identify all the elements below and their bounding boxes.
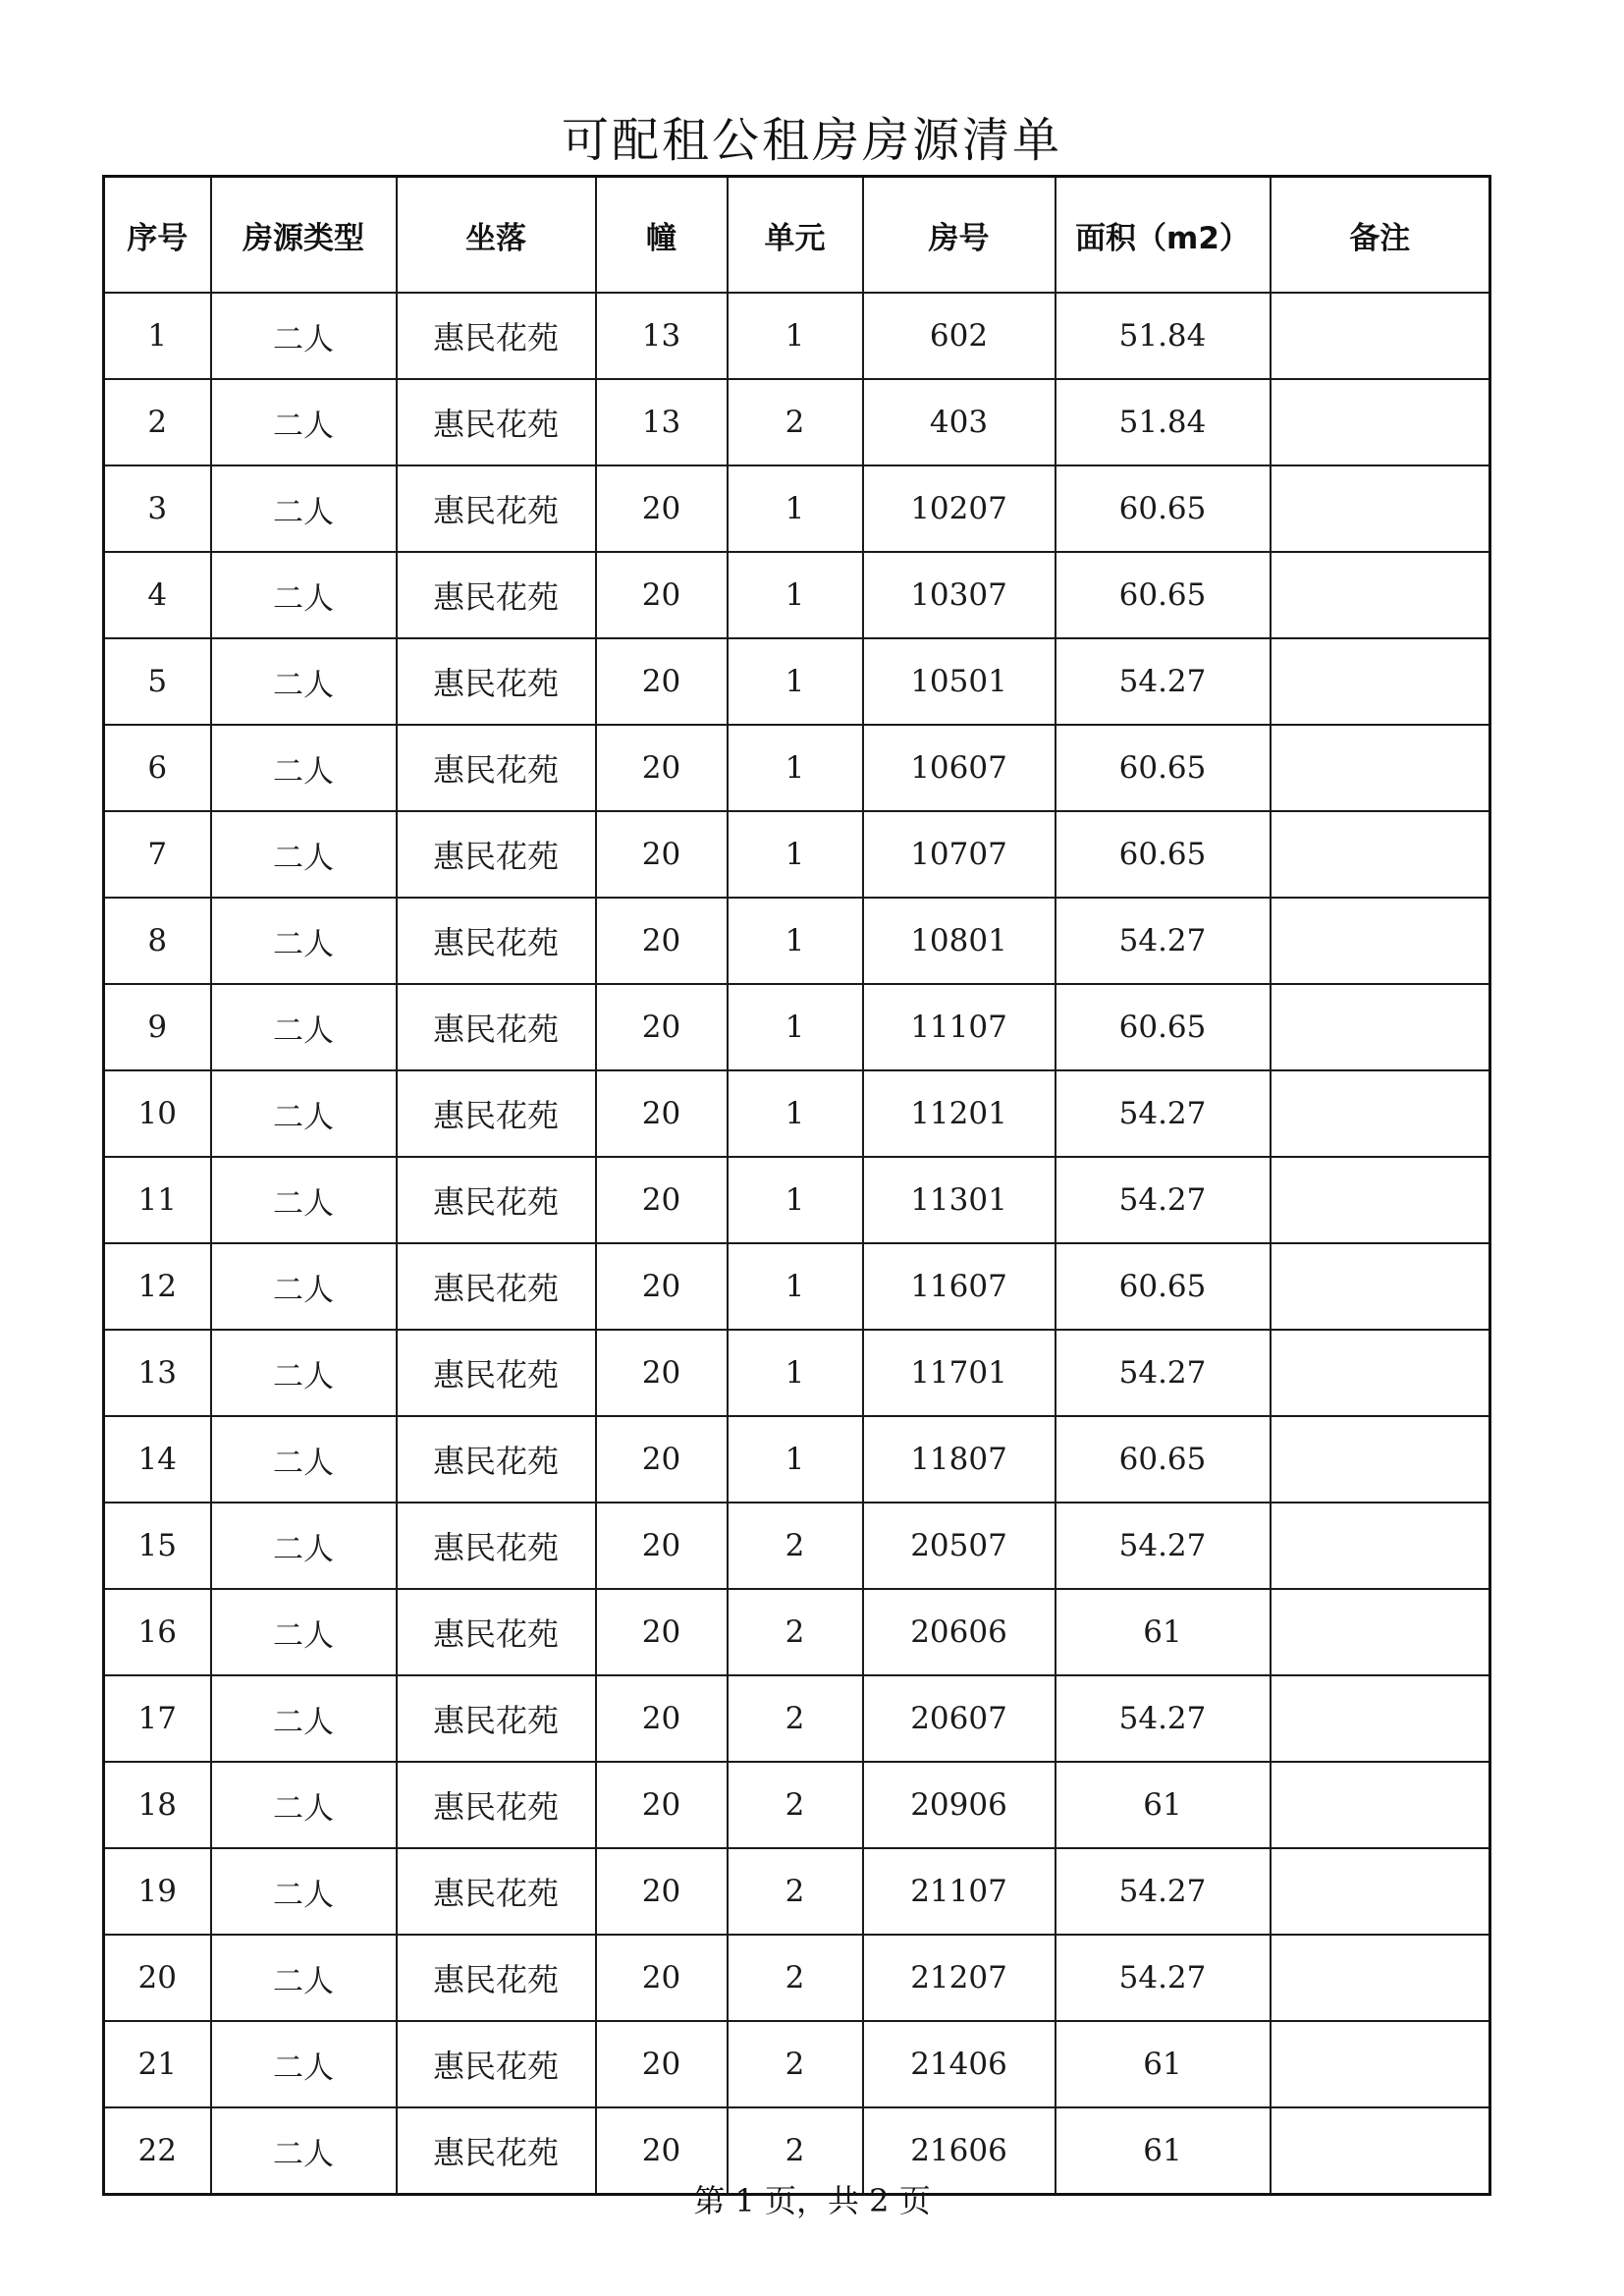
cell-index: 6 (104, 725, 211, 811)
cell-location: 惠民花苑 (397, 898, 596, 984)
cell-room-type: 二人 (211, 552, 397, 638)
table-header-row (104, 177, 1490, 294)
cell-index: 18 (104, 1762, 211, 1848)
table-body (104, 293, 1490, 2195)
cell-location: 惠民花苑 (397, 638, 596, 725)
cell-area: 51.84 (1056, 379, 1271, 465)
cell-unit: 2 (728, 1589, 863, 1675)
cell-unit: 1 (728, 552, 863, 638)
cell-unit: 2 (728, 2021, 863, 2107)
cell-location: 惠民花苑 (397, 465, 596, 552)
cell-remarks (1271, 1589, 1490, 1675)
cell-building: 20 (596, 465, 728, 552)
cell-building: 13 (596, 293, 728, 379)
table-row (104, 1157, 1490, 1243)
table-row (104, 811, 1490, 898)
cell-remarks (1271, 1848, 1490, 1935)
cell-building: 20 (596, 811, 728, 898)
cell-index: 7 (104, 811, 211, 898)
table-row (104, 898, 1490, 984)
cell-area: 54.27 (1056, 638, 1271, 725)
column-header-unit: 单元 (728, 177, 863, 294)
cell-room-type: 二人 (211, 379, 397, 465)
table-row (104, 1243, 1490, 1330)
cell-area: 54.27 (1056, 898, 1271, 984)
cell-unit: 1 (728, 1330, 863, 1416)
cell-location: 惠民花苑 (397, 725, 596, 811)
housing-listing-table (102, 175, 1491, 2196)
table-row (104, 465, 1490, 552)
cell-location: 惠民花苑 (397, 2021, 596, 2107)
cell-area: 60.65 (1056, 1416, 1271, 1503)
cell-unit: 2 (728, 1503, 863, 1589)
cell-room-number: 20607 (863, 1675, 1056, 1762)
cell-room-number: 10207 (863, 465, 1056, 552)
cell-unit: 2 (728, 2107, 863, 2195)
page-title: 可配租公租房房源清单 (561, 113, 1062, 168)
cell-room-number: 11201 (863, 1070, 1056, 1157)
cell-remarks (1271, 465, 1490, 552)
cell-unit: 1 (728, 1157, 863, 1243)
cell-room-type: 二人 (211, 725, 397, 811)
cell-remarks (1271, 2021, 1490, 2107)
cell-room-type: 二人 (211, 1762, 397, 1848)
cell-room-type: 二人 (211, 898, 397, 984)
cell-index: 3 (104, 465, 211, 552)
cell-area: 54.27 (1056, 1675, 1271, 1762)
cell-index: 5 (104, 638, 211, 725)
cell-building: 20 (596, 1935, 728, 2021)
housing-listing-table-container (102, 175, 1489, 2172)
cell-room-type: 二人 (211, 638, 397, 725)
cell-remarks (1271, 1503, 1490, 1589)
cell-area: 51.84 (1056, 293, 1271, 379)
cell-room-type: 二人 (211, 293, 397, 379)
column-header-location: 坐落 (397, 177, 596, 294)
cell-index: 16 (104, 1589, 211, 1675)
table-row (104, 984, 1490, 1070)
table-row (104, 725, 1490, 811)
cell-building: 13 (596, 379, 728, 465)
cell-location: 惠民花苑 (397, 1848, 596, 1935)
cell-unit: 1 (728, 1243, 863, 1330)
cell-index: 13 (104, 1330, 211, 1416)
cell-building: 20 (596, 1416, 728, 1503)
cell-room-number: 10707 (863, 811, 1056, 898)
cell-room-number: 20606 (863, 1589, 1056, 1675)
cell-area: 61 (1056, 1589, 1271, 1675)
cell-remarks (1271, 293, 1490, 379)
cell-room-type: 二人 (211, 1935, 397, 2021)
cell-index: 8 (104, 898, 211, 984)
cell-room-number: 21606 (863, 2107, 1056, 2195)
cell-building: 20 (596, 1070, 728, 1157)
cell-location: 惠民花苑 (397, 1762, 596, 1848)
cell-remarks (1271, 898, 1490, 984)
cell-unit: 1 (728, 984, 863, 1070)
cell-room-type: 二人 (211, 1503, 397, 1589)
cell-location: 惠民花苑 (397, 2107, 596, 2195)
column-header-remarks: 备注 (1271, 177, 1490, 294)
cell-room-type: 二人 (211, 1070, 397, 1157)
cell-building: 20 (596, 552, 728, 638)
column-header-index: 序号 (104, 177, 211, 294)
cell-index: 19 (104, 1848, 211, 1935)
cell-index: 17 (104, 1675, 211, 1762)
table-row (104, 1762, 1490, 1848)
cell-remarks (1271, 1935, 1490, 2021)
cell-room-type: 二人 (211, 465, 397, 552)
cell-area: 54.27 (1056, 1935, 1271, 2021)
cell-unit: 2 (728, 1935, 863, 2021)
cell-building: 20 (596, 984, 728, 1070)
cell-unit: 1 (728, 1416, 863, 1503)
column-header-building: 幢 (596, 177, 728, 294)
table-row (104, 552, 1490, 638)
cell-room-number: 20507 (863, 1503, 1056, 1589)
cell-unit: 2 (728, 1848, 863, 1935)
column-header-room-type: 房源类型 (211, 177, 397, 294)
cell-area: 60.65 (1056, 725, 1271, 811)
cell-area: 60.65 (1056, 811, 1271, 898)
table-header (104, 177, 1490, 294)
cell-index: 14 (104, 1416, 211, 1503)
table-row (104, 1503, 1490, 1589)
cell-area: 61 (1056, 2107, 1271, 2195)
cell-remarks (1271, 984, 1490, 1070)
cell-building: 20 (596, 1675, 728, 1762)
cell-room-number: 21107 (863, 1848, 1056, 1935)
cell-room-number: 21207 (863, 1935, 1056, 2021)
cell-remarks (1271, 1070, 1490, 1157)
cell-room-type: 二人 (211, 1330, 397, 1416)
column-header-room-number: 房号 (863, 177, 1056, 294)
cell-room-number: 11301 (863, 1157, 1056, 1243)
table-row (104, 1416, 1490, 1503)
cell-building: 20 (596, 1243, 728, 1330)
cell-location: 惠民花苑 (397, 1935, 596, 2021)
cell-location: 惠民花苑 (397, 1070, 596, 1157)
cell-remarks (1271, 725, 1490, 811)
table-row (104, 1330, 1490, 1416)
cell-remarks (1271, 379, 1490, 465)
cell-unit: 1 (728, 811, 863, 898)
cell-building: 20 (596, 725, 728, 811)
cell-room-type: 二人 (211, 1848, 397, 1935)
cell-room-type: 二人 (211, 1675, 397, 1762)
cell-building: 20 (596, 1762, 728, 1848)
cell-building: 20 (596, 1848, 728, 1935)
cell-area: 54.27 (1056, 1503, 1271, 1589)
cell-area: 60.65 (1056, 984, 1271, 1070)
cell-unit: 1 (728, 293, 863, 379)
cell-room-type: 二人 (211, 2021, 397, 2107)
cell-area: 60.65 (1056, 552, 1271, 638)
cell-remarks (1271, 1243, 1490, 1330)
cell-area: 60.65 (1056, 465, 1271, 552)
cell-unit: 1 (728, 725, 863, 811)
cell-area: 54.27 (1056, 1070, 1271, 1157)
table-row (104, 638, 1490, 725)
cell-building: 20 (596, 638, 728, 725)
cell-room-type: 二人 (211, 984, 397, 1070)
cell-building: 20 (596, 1503, 728, 1589)
cell-area: 54.27 (1056, 1330, 1271, 1416)
table-row (104, 379, 1490, 465)
cell-room-number: 10501 (863, 638, 1056, 725)
cell-room-type: 二人 (211, 1243, 397, 1330)
cell-location: 惠民花苑 (397, 811, 596, 898)
cell-location: 惠民花苑 (397, 1330, 596, 1416)
cell-index: 12 (104, 1243, 211, 1330)
cell-index: 11 (104, 1157, 211, 1243)
cell-room-number: 11107 (863, 984, 1056, 1070)
cell-index: 15 (104, 1503, 211, 1589)
cell-room-number: 11607 (863, 1243, 1056, 1330)
cell-building: 20 (596, 1157, 728, 1243)
cell-building: 20 (596, 1589, 728, 1675)
table-row (104, 1589, 1490, 1675)
cell-unit: 1 (728, 898, 863, 984)
cell-room-type: 二人 (211, 811, 397, 898)
cell-building: 20 (596, 2021, 728, 2107)
cell-room-number: 21406 (863, 2021, 1056, 2107)
cell-location: 惠民花苑 (397, 1157, 596, 1243)
column-header-area: 面积（m2） (1056, 177, 1271, 294)
cell-building: 20 (596, 2107, 728, 2195)
cell-unit: 1 (728, 1070, 863, 1157)
cell-location: 惠民花苑 (397, 379, 596, 465)
cell-remarks (1271, 1762, 1490, 1848)
cell-room-number: 20906 (863, 1762, 1056, 1848)
cell-location: 惠民花苑 (397, 293, 596, 379)
cell-unit: 2 (728, 1762, 863, 1848)
cell-building: 20 (596, 1330, 728, 1416)
cell-location: 惠民花苑 (397, 1503, 596, 1589)
cell-room-type: 二人 (211, 2107, 397, 2195)
cell-unit: 1 (728, 465, 863, 552)
cell-location: 惠民花苑 (397, 1675, 596, 1762)
cell-index: 4 (104, 552, 211, 638)
cell-room-number: 10307 (863, 552, 1056, 638)
cell-room-type: 二人 (211, 1157, 397, 1243)
cell-unit: 2 (728, 379, 863, 465)
cell-location: 惠民花苑 (397, 552, 596, 638)
table-row (104, 1070, 1490, 1157)
cell-location: 惠民花苑 (397, 1243, 596, 1330)
cell-remarks (1271, 1157, 1490, 1243)
cell-remarks (1271, 1416, 1490, 1503)
cell-index: 1 (104, 293, 211, 379)
cell-location: 惠民花苑 (397, 1589, 596, 1675)
cell-index: 22 (104, 2107, 211, 2195)
cell-area: 61 (1056, 1762, 1271, 1848)
page-footer: 第 1 页，共 2 页 (693, 2182, 931, 2219)
cell-unit: 2 (728, 1675, 863, 1762)
cell-remarks (1271, 1330, 1490, 1416)
cell-room-number: 11807 (863, 1416, 1056, 1503)
cell-room-number: 10607 (863, 725, 1056, 811)
cell-room-number: 11701 (863, 1330, 1056, 1416)
cell-room-type: 二人 (211, 1416, 397, 1503)
cell-unit: 1 (728, 638, 863, 725)
cell-remarks (1271, 1675, 1490, 1762)
cell-remarks (1271, 638, 1490, 725)
table-row (104, 293, 1490, 379)
cell-building: 20 (596, 898, 728, 984)
table-row (104, 1848, 1490, 1935)
cell-index: 10 (104, 1070, 211, 1157)
cell-room-number: 403 (863, 379, 1056, 465)
cell-room-number: 10801 (863, 898, 1056, 984)
cell-room-type: 二人 (211, 1589, 397, 1675)
cell-area: 54.27 (1056, 1848, 1271, 1935)
cell-location: 惠民花苑 (397, 1416, 596, 1503)
cell-index: 21 (104, 2021, 211, 2107)
table-row (104, 1935, 1490, 2021)
cell-index: 2 (104, 379, 211, 465)
table-row (104, 2021, 1490, 2107)
table-row (104, 1675, 1490, 1762)
cell-remarks (1271, 552, 1490, 638)
cell-area: 60.65 (1056, 1243, 1271, 1330)
cell-area: 61 (1056, 2021, 1271, 2107)
cell-remarks (1271, 811, 1490, 898)
cell-room-number: 602 (863, 293, 1056, 379)
cell-index: 20 (104, 1935, 211, 2021)
cell-area: 54.27 (1056, 1157, 1271, 1243)
cell-index: 9 (104, 984, 211, 1070)
cell-location: 惠民花苑 (397, 984, 596, 1070)
